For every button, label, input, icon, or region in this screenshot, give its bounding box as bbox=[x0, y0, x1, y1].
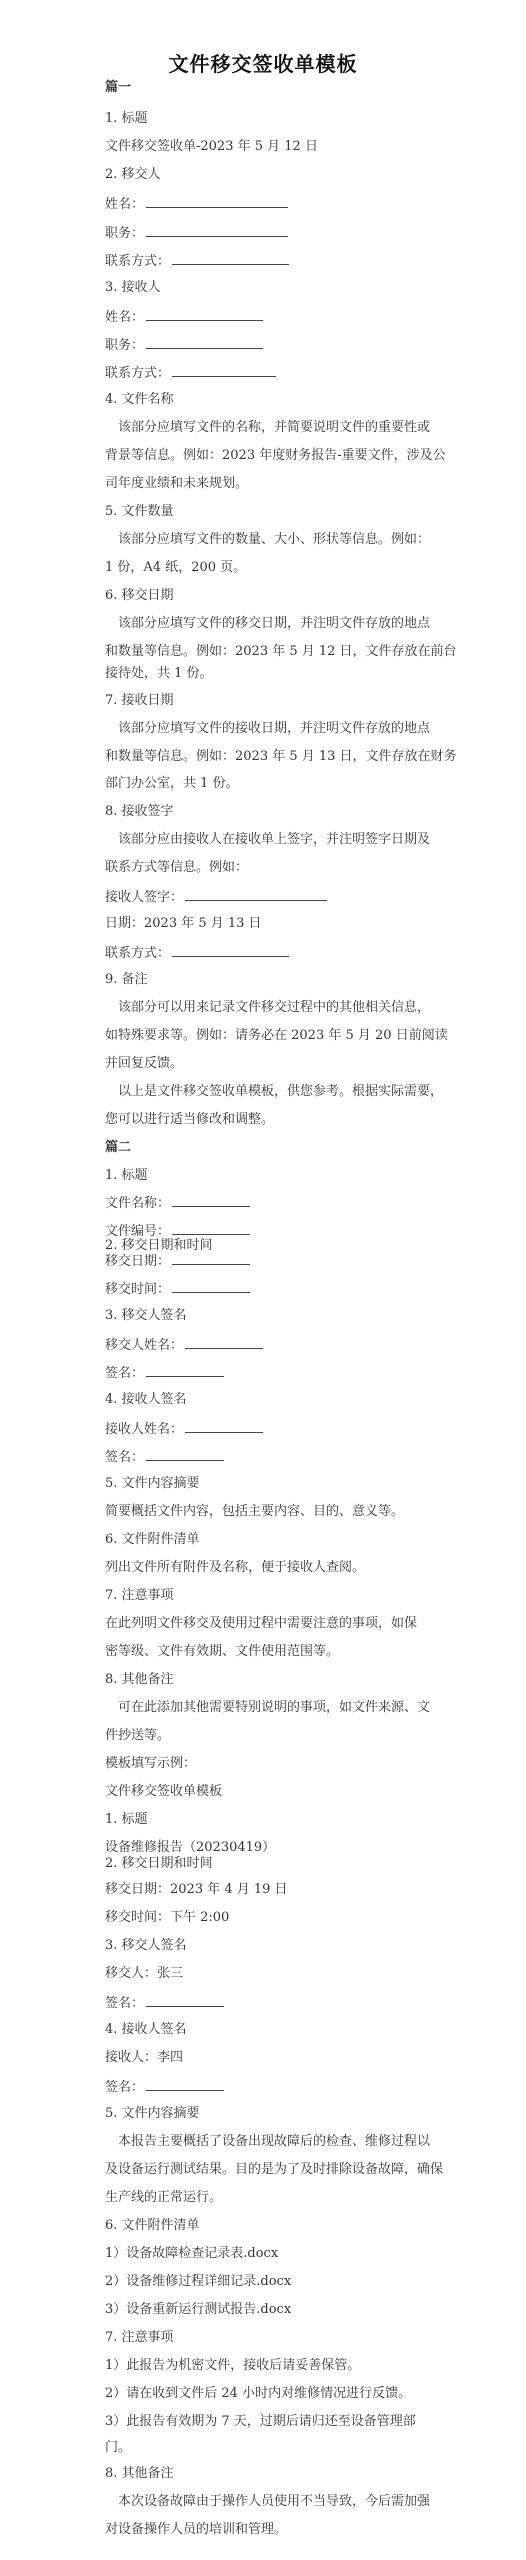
p2-e7-item3-line1: 3）此报告有效期为 7 天，过期后请归还至设备管理部 bbox=[105, 2414, 416, 2429]
p2-e3-name: 移交人：张三 bbox=[105, 1966, 184, 1981]
p1-s6-line2: 和数量等信息。例如：2023 年 5 月 12 日，文件存放在前台 bbox=[105, 644, 457, 659]
p2-e5-title: 5. 文件内容摘要 bbox=[105, 2106, 200, 2121]
p1-s7-line1: 该部分应填写文件的接收日期，并注明文件存放的地点 bbox=[118, 721, 431, 736]
p1-s2-title: 2. 移交人 bbox=[105, 167, 161, 182]
p2-s3-sign-blank[interactable] bbox=[146, 1364, 224, 1377]
p1-s2-name-row bbox=[105, 195, 288, 213]
p2-s3-name-label: 移交人姓名： bbox=[105, 1338, 184, 1353]
p2-s1-title: 1. 标题 bbox=[105, 1168, 148, 1183]
p1-s3-contact-row bbox=[105, 364, 276, 382]
p2-s7-line1: 在此列明文件移交及使用过程中需要注意的事项，如保 bbox=[105, 1616, 418, 1631]
p1-s3-job-blank[interactable] bbox=[146, 336, 263, 349]
p2-s2-time-label: 移交时间： bbox=[105, 1282, 171, 1297]
p2-example-title: 模板填写示例： bbox=[105, 1756, 197, 1771]
p2-e1-title: 1. 标题 bbox=[105, 1812, 148, 1827]
p2-s1-name-row bbox=[105, 1194, 250, 1212]
p1-s8-date: 日期：2023 年 5 月 13 日 bbox=[105, 916, 262, 931]
p2-e8-line1: 本次设备故障由于操作人员使用不当导致，今后需加强 bbox=[118, 2494, 431, 2509]
part1-heading: 篇一 bbox=[105, 80, 132, 95]
p1-s1-title: 1. 标题 bbox=[105, 111, 148, 126]
p1-s1-content: 文件移交签收单-2023 年 5 月 12 日 bbox=[105, 139, 318, 154]
p2-s5-line1: 简要概括文件内容，包括主要内容、目的、意义等。 bbox=[105, 1504, 405, 1519]
p1-s4-title: 4. 文件名称 bbox=[105, 392, 174, 407]
p2-s8-line1: 可在此添加其他需要特别说明的事项，如文件来源、文 bbox=[118, 1700, 431, 1715]
p1-s2-name-label: 姓名： bbox=[105, 197, 145, 212]
p1-s2-job-row bbox=[105, 224, 288, 242]
p1-s9-title: 9. 备注 bbox=[105, 972, 148, 987]
p2-e6-item1: 1）设备故障检查记录表.docx bbox=[105, 2246, 279, 2261]
p1-s7-line2: 和数量等信息。例如：2023 年 5 月 13 日，文件存放在财务 bbox=[105, 749, 457, 764]
p1-s2-job-label: 职务： bbox=[105, 226, 145, 241]
part2-heading: 篇二 bbox=[105, 1140, 132, 1155]
p2-s2-time-row bbox=[105, 1280, 250, 1298]
p1-s8-contact-label: 联系方式： bbox=[105, 946, 171, 961]
p2-e3-sign-label: 签名： bbox=[105, 1996, 145, 2011]
p2-e4-title: 4. 接收人签名 bbox=[105, 2022, 187, 2037]
p2-s2-date-row bbox=[105, 1252, 250, 1270]
p1-s6-title: 6. 移交日期 bbox=[105, 588, 174, 603]
p2-e7-item1: 1）此报告为机密文件，接收后请妥善保管。 bbox=[105, 2358, 361, 2373]
p2-e7-item3-line2: 门。 bbox=[105, 2440, 132, 2455]
p1-s4-line2: 背景等信息。例如：2023 年度财务报告-重要文件，涉及公 bbox=[105, 448, 446, 463]
p2-e5-line3: 生产线的正常运行。 bbox=[105, 2190, 223, 2205]
p2-example-name: 文件移交签收单模板 bbox=[105, 1784, 223, 1799]
p2-s4-name-row bbox=[105, 1420, 263, 1438]
p1-end-line2: 您可以进行适当修改和调整。 bbox=[105, 1112, 275, 1127]
p1-s8-line1: 该部分应由接收人在接收单上签字，并注明签字日期及 bbox=[118, 832, 431, 847]
p2-e4-sign-blank[interactable] bbox=[146, 2078, 224, 2091]
p2-e2-date: 移交日期：2023 年 4 月 19 日 bbox=[105, 1882, 288, 1897]
p2-s6-title: 6. 文件附件清单 bbox=[105, 1532, 200, 1547]
p2-s8-line2: 件抄送等。 bbox=[105, 1728, 171, 1743]
p2-e2-time: 移交时间：下午 2:00 bbox=[105, 1910, 230, 1925]
p1-s2-contact-blank[interactable] bbox=[172, 252, 289, 265]
p1-s2-name-blank[interactable] bbox=[146, 195, 288, 208]
p2-s7-line2: 密等级、文件有效期、文件使用范围等。 bbox=[105, 1644, 340, 1659]
p1-s3-job-label: 职务： bbox=[105, 338, 145, 353]
document-title: 文件移交签收单模板 bbox=[168, 52, 358, 76]
p2-s2-date-label: 移交日期： bbox=[105, 1254, 171, 1269]
p1-s9-line1: 该部分可以用来记录文件移交过程中的其他相关信息， bbox=[118, 1000, 431, 1015]
p2-e5-line1: 本报告主要概括了设备出现故障后的检查、维修过程以 bbox=[118, 2134, 431, 2149]
p2-s1-no-blank[interactable] bbox=[172, 1222, 250, 1235]
p2-s4-title: 4. 接收人签名 bbox=[105, 1392, 187, 1407]
p2-e4-sign-label: 签名： bbox=[105, 2080, 145, 2095]
p2-e6-title: 6. 文件附件清单 bbox=[105, 2218, 200, 2233]
p2-s1-name-label: 文件名称： bbox=[105, 1196, 171, 1211]
p2-s2-time-blank[interactable] bbox=[172, 1280, 250, 1293]
p1-s8-contact-row bbox=[105, 944, 289, 962]
p2-s2-title: 2. 移交日期和时间 bbox=[105, 1238, 213, 1253]
p2-s4-name-blank[interactable] bbox=[185, 1420, 263, 1433]
p1-s8-contact-blank[interactable] bbox=[172, 944, 289, 957]
p2-e8-line2: 对设备操作人员的培训和管理。 bbox=[105, 2522, 288, 2537]
p1-s4-line3: 司年度业绩和未来规划。 bbox=[105, 476, 249, 491]
p1-s8-sign-label: 接收人签字： bbox=[105, 890, 184, 905]
p1-s6-line3: 接待处，共 1 份。 bbox=[105, 666, 213, 681]
p2-s4-sign-blank[interactable] bbox=[146, 1448, 224, 1461]
p2-e7-title: 7. 注意事项 bbox=[105, 2330, 174, 2345]
p1-s6-line1: 该部分应填写文件的移交日期，并注明文件存放的地点 bbox=[118, 616, 431, 631]
p2-s7-title: 7. 注意事项 bbox=[105, 1588, 174, 1603]
p2-s4-name-label: 接收人姓名： bbox=[105, 1422, 184, 1437]
p2-s3-sign-row bbox=[105, 1364, 224, 1382]
p2-s5-title: 5. 文件内容摘要 bbox=[105, 1476, 200, 1491]
p2-s8-title: 8. 其他备注 bbox=[105, 1672, 174, 1687]
p2-e1-content: 设备维修报告（20230419） bbox=[105, 1840, 276, 1855]
p2-e8-title: 8. 其他备注 bbox=[105, 2466, 174, 2481]
p1-s9-line3: 并回复反馈。 bbox=[105, 1056, 184, 1071]
p2-e3-sign-blank[interactable] bbox=[146, 1994, 224, 2007]
p2-s3-name-row bbox=[105, 1336, 263, 1354]
p1-s8-line2: 联系方式等信息。例如： bbox=[105, 860, 249, 875]
p1-s3-contact-blank[interactable] bbox=[172, 364, 276, 377]
p2-s1-name-blank[interactable] bbox=[172, 1194, 250, 1207]
p1-end-line1: 以上是文件移交签收单模板，供您参考。根据实际需要， bbox=[118, 1084, 444, 1099]
p2-e4-sign-row bbox=[105, 2078, 224, 2096]
p1-s3-name-label: 姓名： bbox=[105, 310, 145, 325]
p2-e4-name: 接收人：李四 bbox=[105, 2050, 184, 2065]
p2-s1-no-label: 文件编号： bbox=[105, 1224, 171, 1239]
p2-e3-sign-row bbox=[105, 1994, 224, 2012]
p1-s3-job-row bbox=[105, 336, 263, 354]
p1-s2-contact-row bbox=[105, 252, 289, 270]
p1-s5-title: 5. 文件数量 bbox=[105, 504, 174, 519]
p2-e3-title: 3. 移交人签名 bbox=[105, 1938, 187, 1953]
p1-s3-name-row bbox=[105, 308, 263, 326]
p1-s8-title: 8. 接收签字 bbox=[105, 804, 174, 819]
p1-s3-title: 3. 接收人 bbox=[105, 280, 161, 295]
p1-s3-contact-label: 联系方式： bbox=[105, 366, 171, 381]
p2-e5-line2: 及设备运行测试结果。目的是为了及时排除设备故障，确保 bbox=[105, 2162, 444, 2177]
p2-e6-item3: 3）设备重新运行测试报告.docx bbox=[105, 2302, 292, 2317]
p2-s6-line1: 列出文件所有附件及名称，便于接收人查阅。 bbox=[105, 1560, 366, 1575]
p1-s2-contact-label: 联系方式： bbox=[105, 254, 171, 269]
p1-s4-line1: 该部分应填写文件的名称，并简要说明文件的重要性或 bbox=[118, 420, 431, 435]
p2-s4-sign-label: 签名： bbox=[105, 1450, 145, 1465]
p1-s3-name-blank[interactable] bbox=[146, 308, 263, 321]
p1-s2-job-blank[interactable] bbox=[146, 224, 288, 237]
p1-s7-title: 7. 接收日期 bbox=[105, 693, 174, 708]
p2-e6-item2: 2）设备维修过程详细记录.docx bbox=[105, 2274, 292, 2289]
p2-s2-date-blank[interactable] bbox=[172, 1252, 250, 1265]
p2-e7-item2: 2）请在收到文件后 24 小时内对维修情况进行反馈。 bbox=[105, 2386, 412, 2401]
p2-s3-name-blank[interactable] bbox=[185, 1336, 263, 1349]
p1-s9-line2: 如特殊要求等。例如：请务必在 2023 年 5 月 20 日前阅读 bbox=[105, 1028, 448, 1043]
p1-s5-line2: 1 份，A4 纸，200 页。 bbox=[105, 560, 247, 575]
p1-s5-line1: 该部分应填写文件的数量、大小、形状等信息。例如： bbox=[118, 532, 431, 547]
p2-e2-title: 2. 移交日期和时间 bbox=[105, 1856, 213, 1871]
p2-s3-title: 3. 移交人签名 bbox=[105, 1308, 187, 1323]
p1-s8-sign-blank[interactable] bbox=[185, 888, 327, 901]
p1-s7-line3: 部门办公室，共 1 份。 bbox=[105, 776, 239, 791]
p1-s8-sign-row bbox=[105, 888, 327, 906]
p2-s4-sign-row bbox=[105, 1448, 224, 1466]
p2-s3-sign-label: 签名： bbox=[105, 1366, 145, 1381]
